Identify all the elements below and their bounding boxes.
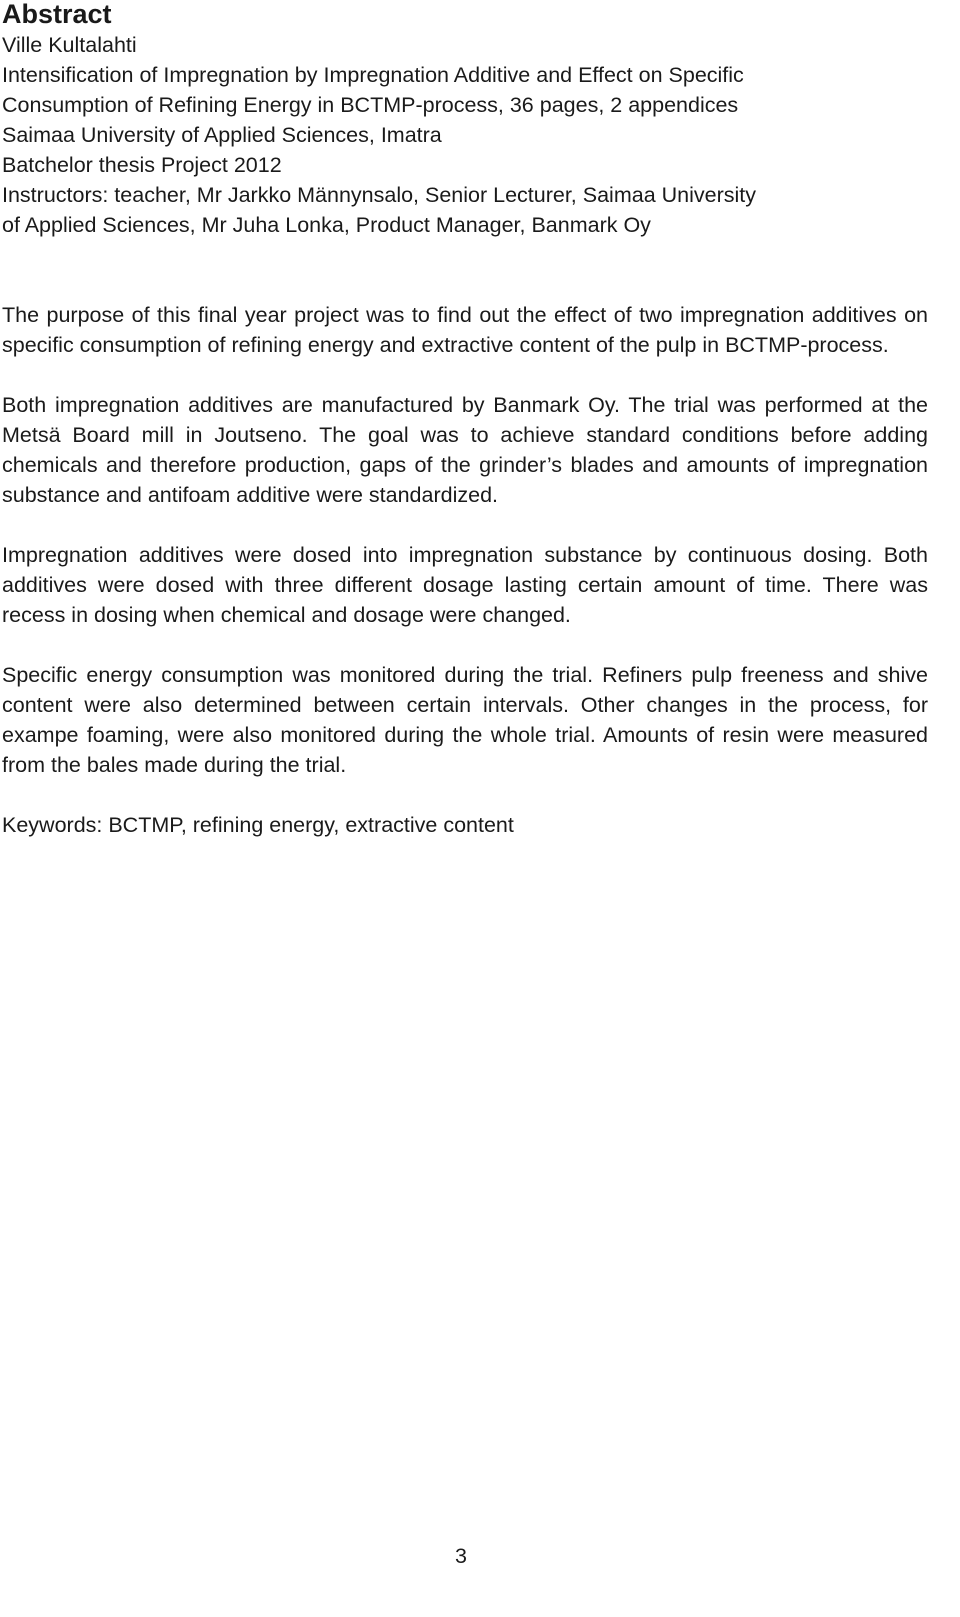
abstract-paragraph: The purpose of this final year project was to find out the effect of two impregnation additives on specific consumption of refining energy and extractive content of the pulp in BCTMP-process. xyxy=(2,303,928,357)
document-page xyxy=(2,0,928,840)
spacer xyxy=(2,510,928,540)
thesis-metadata xyxy=(2,30,928,240)
abstract-paragraph: Both impregnation additives are manufactured by Banmark Oy. The trial was performed at the Metsä Board mill in Joutseno. The goal was to achieve standard conditions before adding chemicals and therefore production, gaps of the grinder’s blades and amounts of impregnation substance and antifoam additive were standardized. xyxy=(2,393,928,507)
institution: Saimaa University of Applied Sciences, Imatra xyxy=(2,123,442,147)
spacer xyxy=(2,240,928,300)
spacer xyxy=(2,360,928,390)
page-number: 3 xyxy=(455,1544,467,1568)
abstract-paragraph: Impregnation additives were dosed into impregnation substance by continuous dosing. Both additives were dosed with three different dosage lasting certain amount of time. There was recess in dosing when chemical and dosage were changed. xyxy=(2,543,928,627)
abstract-paragraph: Specific energy consumption was monitored during the trial. Refiners pulp freeness and shive content were also determined between certain intervals. Other changes in the process, for exampe foaming, were also monitored during the whole trial. Amounts of resin were measured from the bales made during the trial. xyxy=(2,663,928,777)
spacer xyxy=(2,630,928,660)
thesis-title-line-2: Consumption of Refining Energy in BCTMP-process, 36 pages, 2 appendices xyxy=(2,93,739,117)
spacer xyxy=(2,780,928,810)
keywords: Keywords: BCTMP, refining energy, extractive content xyxy=(2,813,514,837)
thesis-title-line-1: Intensification of Impregnation by Impregnation Additive and Effect on Specific xyxy=(2,63,744,87)
abstract-heading: Abstract xyxy=(2,0,112,29)
instructors-line-1: Instructors: teacher, Mr Jarkko Männynsalo, Senior Lecturer, Saimaa University xyxy=(2,183,757,207)
program: Batchelor thesis Project 2012 xyxy=(2,153,282,177)
instructors-line-2: of Applied Sciences, Mr Juha Lonka, Product Manager, Banmark Oy xyxy=(2,213,651,237)
author-name: Ville Kultalahti xyxy=(2,33,137,57)
